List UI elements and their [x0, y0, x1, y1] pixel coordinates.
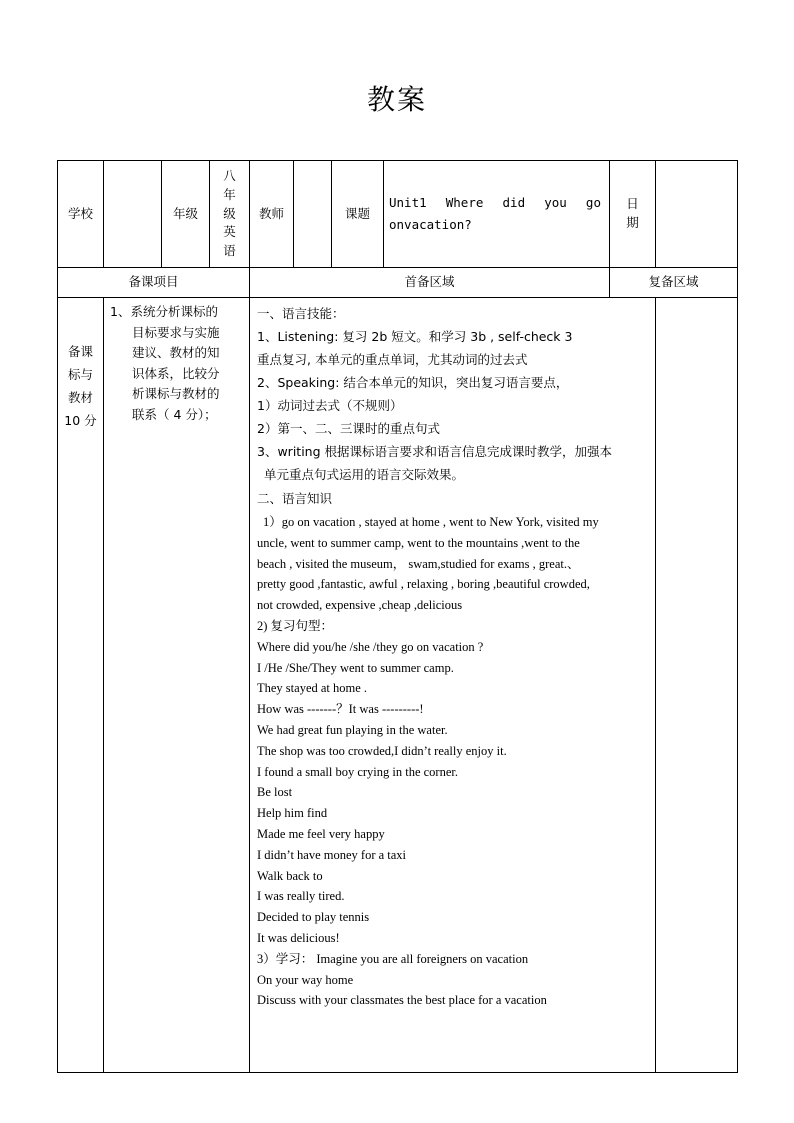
skills-listening-cont: 重点复习, 本单元的重点单词，尤其动词的过去式	[257, 352, 528, 367]
skills-writing: 3、writing 根据课标语言要求和语言信息完成课时教学，加强本	[257, 444, 612, 459]
knowledge-heading: 二、语言知识	[257, 491, 333, 506]
sentences-heading: 2) 复习句型：	[257, 618, 334, 633]
prep-label	[58, 298, 104, 1073]
grade-char: 年	[223, 186, 236, 202]
school-label: 学校	[58, 161, 104, 268]
second-area-header: 复备区域	[610, 268, 738, 298]
prep-item-line: 目标要求与实施	[132, 324, 220, 340]
prep-item-line: 联系（ 4 分）；	[132, 406, 217, 422]
sentence: I /He /She/They went to summer camp.	[257, 660, 454, 675]
study-heading: 3）学习： Imagine you are all foreigners on vacation	[257, 951, 529, 966]
prep-item-line: 建议、教材的知	[132, 345, 220, 360]
teacher-label: 教师	[250, 161, 294, 268]
teacher-value	[294, 161, 332, 268]
prep-item-line: 识体系，比较分	[132, 365, 220, 381]
vocab-line: uncle, went to summer camp, went to the mountains ,went to the	[257, 535, 580, 550]
prep-item-line: 析课标与教材的	[132, 386, 220, 401]
sentence: Be lost	[257, 785, 293, 800]
second-area-content	[656, 298, 738, 1073]
prep-item-line: 1、系统分析课标的	[110, 304, 218, 319]
prep-label-line: 10 分	[64, 413, 97, 428]
lesson-plan-table	[57, 160, 738, 1073]
topic-line-2: onvacation?	[389, 217, 472, 232]
prep-label-line: 教材	[67, 390, 93, 405]
page-title: 教案	[366, 83, 427, 116]
date-label	[610, 161, 656, 268]
skills-writing-cont: 单元重点句式运用的语言交际效果。	[264, 467, 465, 482]
sentence: Made me feel very happy	[257, 826, 385, 841]
header-row	[58, 161, 738, 268]
content-row	[58, 298, 738, 1073]
section-header-row	[58, 268, 738, 298]
sentence: The shop was too crowded,I didn’t really enjoy it.	[257, 743, 507, 758]
prep-label-line: 备课	[67, 344, 93, 359]
sentence: Decided to play tennis	[257, 910, 370, 925]
topic-label: 课题	[332, 161, 384, 268]
sentence: I was really tired.	[257, 889, 345, 904]
vocab-line: not crowded, expensive ,cheap ,delicious	[257, 598, 463, 613]
study-line: On your way home	[257, 972, 354, 987]
grade-char: 语	[223, 243, 236, 259]
skills-speaking-2: 2）第一、二、三课时的重点句式	[257, 421, 440, 436]
vocab-line: 1）go on vacation , stayed at home , went to New York, visited my	[263, 515, 599, 529]
vocab-line: beach , visited the museum， swam,studied for exams , great.、	[257, 556, 580, 571]
study-line: Discuss with your classmates the best place for a vacation	[257, 993, 547, 1008]
school-value	[104, 161, 162, 268]
sentence: Help him find	[257, 806, 328, 821]
topic-value	[384, 161, 610, 268]
prep-label-line: 标与	[67, 367, 93, 382]
first-area-content	[250, 298, 656, 1073]
vocab-line: pretty good ,fantastic, awful , relaxing , boring ,beautiful crowded,	[257, 577, 590, 592]
skills-heading: 一、语言技能：	[257, 306, 345, 321]
skills-speaking-1: 1）动词过去式（不规则）	[257, 398, 403, 413]
grade-char: 级	[223, 205, 236, 221]
sentence: I found a small boy crying in the corner.	[257, 764, 458, 779]
sentence: I didn’t have money for a taxi	[257, 847, 407, 862]
prep-item-header: 备课项目	[58, 268, 250, 298]
sentence: We had great fun playing in the water.	[257, 722, 448, 737]
date-label-char: 日	[626, 196, 639, 212]
sentence: Walk back to	[257, 868, 323, 883]
skills-listening: 1、Listening: 复习 2b 短文。和学习 3b , self-check 3	[257, 329, 573, 344]
sentence: They stayed at home .	[257, 681, 368, 696]
grade-label: 年级	[162, 161, 210, 268]
first-area-header: 首备区域	[250, 268, 610, 298]
skills-speaking: 2、Speaking: 结合本单元的知识，突出复习语言要点，	[257, 375, 569, 390]
grade-char: 英	[223, 224, 236, 240]
grade-value	[210, 161, 250, 268]
sentence: It was delicious!	[257, 930, 340, 945]
prep-item-detail	[104, 298, 250, 1073]
topic-line-1: Unit1 Where did you go	[389, 195, 601, 210]
date-value	[656, 161, 738, 268]
grade-char: 八	[223, 168, 236, 184]
date-label-char: 期	[626, 215, 639, 230]
sentence: How was -------？It was ---------!	[257, 702, 424, 717]
sentence: Where did you/he /she /they go on vacation ?	[257, 639, 484, 654]
